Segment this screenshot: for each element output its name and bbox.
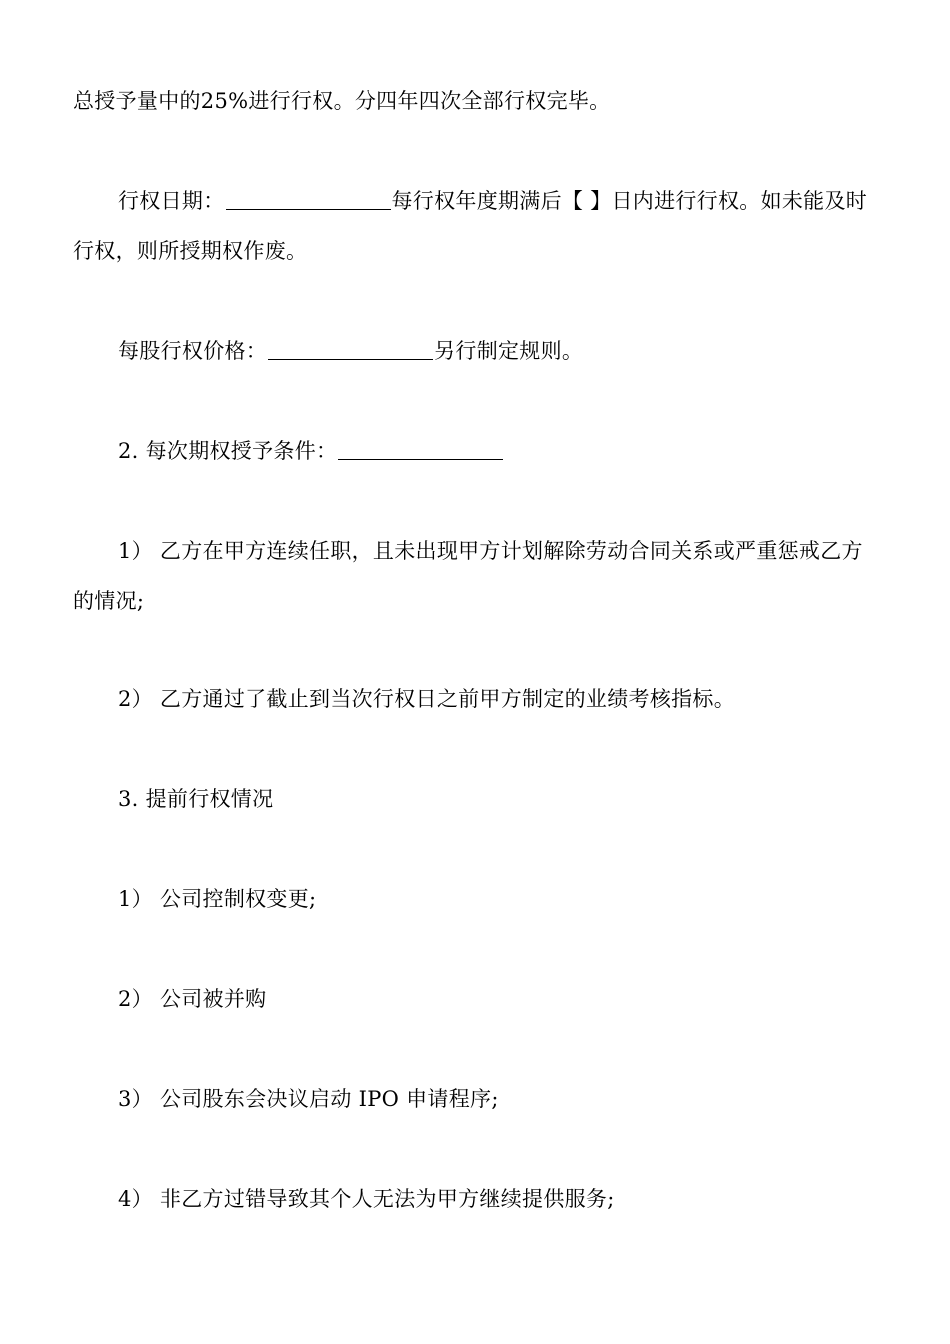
early-case-3-text: 3） 公司股东会决议启动 IPO 申请程序; bbox=[118, 1087, 499, 1111]
grant-conditions-heading: 2. 每次期权授予条件： bbox=[118, 439, 338, 463]
condition-1-text: 1） 乙方在甲方连续任职，且未出现甲方计划解除劳动合同关系或严重惩戒乙方的情况; bbox=[73, 539, 863, 613]
early-exercise-heading: 3. 提前行权情况 bbox=[118, 787, 274, 811]
paragraph-early-case-4 bbox=[73, 1174, 883, 1224]
paragraph-early-case-2 bbox=[73, 974, 883, 1024]
paragraph-condition-2 bbox=[73, 674, 883, 724]
exercise-schedule-text: 总授予量中的25%进行行权。分四年四次全部行权完毕。 bbox=[73, 89, 611, 113]
exercise-price-blank bbox=[268, 339, 433, 360]
early-case-4-text: 4） 非乙方过错导致其个人无法为甲方继续提供服务; bbox=[118, 1187, 615, 1211]
paragraph-condition-1 bbox=[73, 526, 883, 626]
exercise-price-rule: 另行制定规则。 bbox=[434, 339, 584, 363]
condition-2-text: 2） 乙方通过了截止到当次行权日之前甲方制定的业绩考核指标。 bbox=[118, 687, 736, 711]
paragraph-early-exercise-heading bbox=[73, 774, 883, 824]
paragraph-early-case-3 bbox=[73, 1074, 883, 1124]
exercise-date-blank bbox=[226, 189, 391, 210]
paragraph-exercise-schedule bbox=[73, 76, 883, 126]
early-case-1-text: 1） 公司控制权变更; bbox=[118, 887, 317, 911]
early-case-2-text: 2） 公司被并购 bbox=[118, 987, 267, 1011]
paragraph-exercise-date bbox=[73, 176, 883, 276]
paragraph-grant-conditions bbox=[73, 426, 883, 476]
exercise-date-rule: 每行权年度期满后【 】日内进行行权。如未能及时行权，则所授期权作废。 bbox=[73, 189, 868, 263]
grant-conditions-blank bbox=[338, 439, 503, 460]
exercise-price-label: 每股行权价格： bbox=[118, 339, 268, 363]
paragraph-early-case-1 bbox=[73, 874, 883, 924]
paragraph-exercise-price bbox=[73, 326, 883, 376]
exercise-date-label: 行权日期： bbox=[118, 189, 225, 213]
